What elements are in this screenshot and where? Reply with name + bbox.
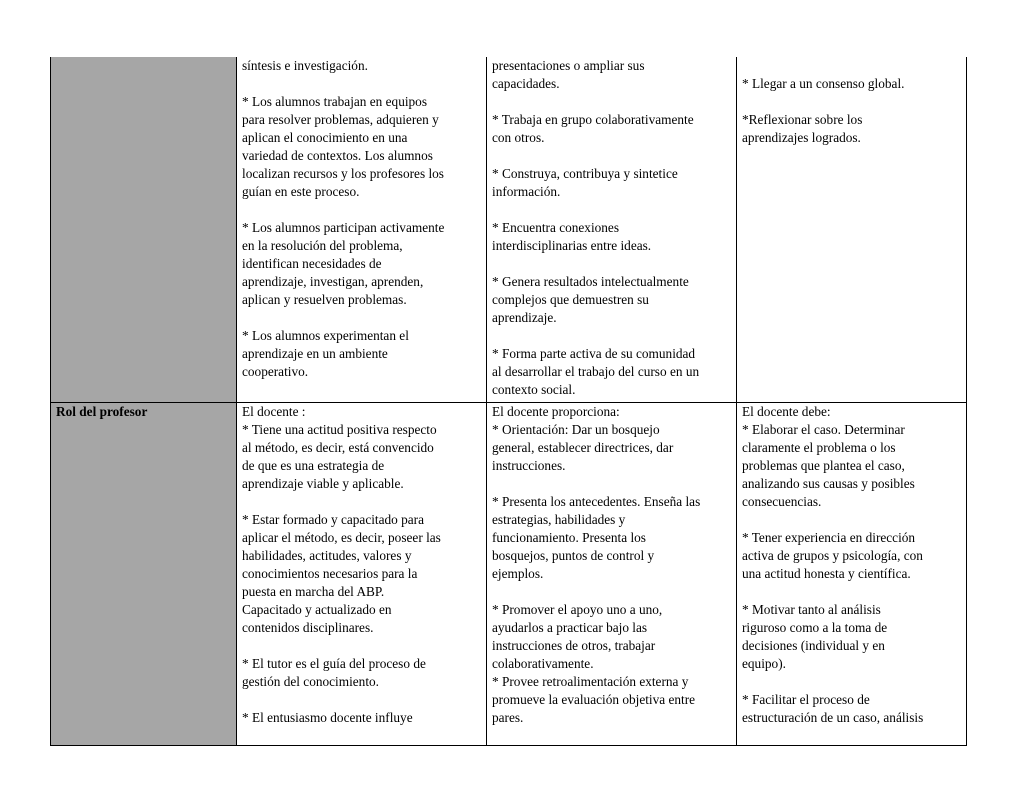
cell-paragraph: El docente debe: * Elaborar el caso. Determinar claramente el problema o los problemas que plantea el caso, analizando sus causas y posibles consecuencias.: [742, 404, 915, 509]
cell-paragraph: * Motivar tanto al análisis riguroso como a la toma de decisiones (individual y en equipo).: [742, 602, 888, 671]
cell-teacher-col4: [737, 403, 967, 746]
cell-teacher-col2: [237, 403, 487, 746]
row-label-cell: [51, 403, 237, 746]
cell-paragraph: * Trabaja en grupo colaborativamente con otros.: [492, 112, 694, 145]
cell-paragraph: * Los alumnos trabajan en equipos para resolver problemas, adquieren y aplican el conocimiento en una variedad de contextos. Los alumnos localizan recursos y los profesores los guían en este proceso.: [242, 94, 444, 199]
cell-paragraph: El docente : * Tiene una actitud positiva respecto al método, es decir, está convencido de que es una estrategia de aprendizaje viable y aplicable.: [242, 404, 437, 491]
table-row-teacher-role: [51, 403, 967, 746]
cell-students-col2: [237, 57, 487, 403]
cell-paragraph: * Tener experiencia en dirección activa de grupos y psicología, con una actitud honesta y científica.: [742, 530, 923, 581]
cell-teacher-col3: [487, 403, 737, 746]
cell-paragraph: * Facilitar el proceso de estructuración de un caso, análisis: [742, 692, 924, 725]
cell-paragraph: *Reflexionar sobre los aprendizajes logrados.: [742, 112, 863, 145]
cell-students-col3: [487, 57, 737, 403]
cell-paragraph: * El entusiasmo docente influye: [242, 710, 413, 725]
row-label-cell: [51, 57, 237, 403]
cell-paragraph: * Estar formado y capacitado para aplicar el método, es decir, poseer las habilidades, actitudes, valores y conocimientos necesarios para la puesta en marcha del ABP. Capacitado y actualizado en contenidos disciplinares.: [242, 512, 441, 635]
cell-paragraph: * Construya, contribuya y sintetice información.: [492, 166, 678, 199]
table-row-students: [51, 57, 967, 403]
cell-paragraph: * Llegar a un consenso global.: [742, 76, 905, 91]
row-label: Rol del profesor: [56, 404, 148, 419]
cell-paragraph: * Los alumnos experimentan el aprendizaje en un ambiente cooperativo.: [242, 328, 409, 379]
cell-paragraph: * Presenta los antecedentes. Enseña las estrategias, habilidades y funcionamiento. Presenta los bosquejos, puntos de control y ejemplos.: [492, 494, 701, 581]
cell-paragraph: presentaciones o ampliar sus capacidades.: [492, 58, 645, 91]
cell-paragraph: * Encuentra conexiones interdisciplinarias entre ideas.: [492, 220, 652, 253]
cell-paragraph: * El tutor es el guía del proceso de gestión del conocimiento.: [242, 656, 426, 689]
cell-students-col4: [737, 57, 967, 403]
methodology-table: [50, 57, 967, 746]
cell-paragraph: síntesis e investigación.: [242, 58, 368, 73]
cell-paragraph: * Los alumnos participan activamente en la resolución del problema, identifican necesidades de aprendizaje, investigan, aprenden, aplican y resuelven problemas.: [242, 220, 445, 307]
cell-paragraph: * Forma parte activa de su comunidad al desarrollar el trabajo del curso en un contexto social.: [492, 346, 700, 397]
cell-paragraph: * Promover el apoyo uno a uno, ayudarlos a practicar bajo las instrucciones de otros, trabajar colaborativamente. * Provee retroalimentación externa y promueve la evaluación objetiva entre pares.: [492, 602, 696, 725]
cell-paragraph: * Genera resultados intelectualmente complejos que demuestren su aprendizaje.: [492, 274, 689, 325]
cell-paragraph: El docente proporciona: * Orientación: Dar un bosquejo general, establecer directrices, dar instrucciones.: [492, 404, 674, 473]
